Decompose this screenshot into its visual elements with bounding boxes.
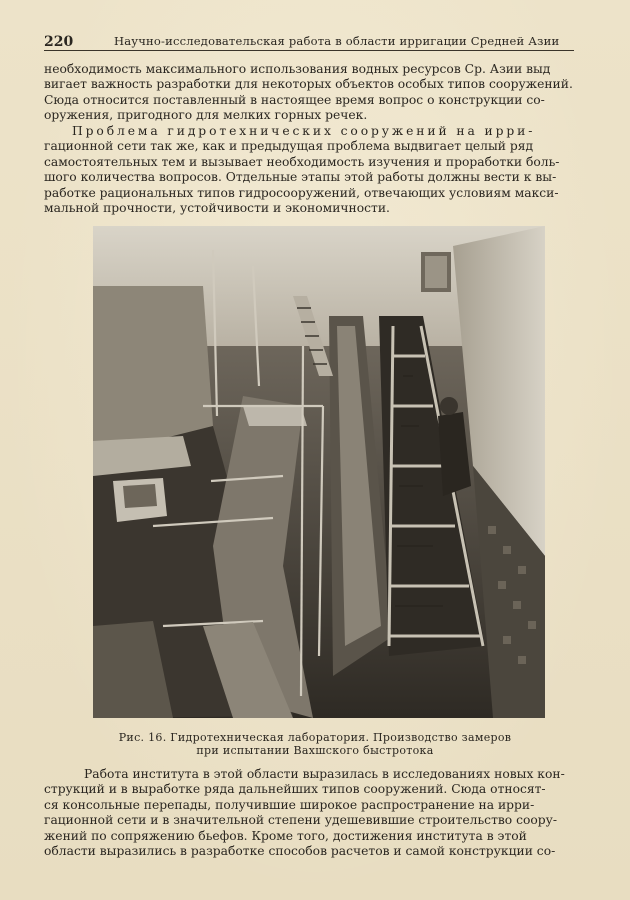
text-line: гационной сети и в значительной степени удешевившие строительство соору- xyxy=(44,813,558,828)
text-line: самостоятельных тем и вызывает необходимость изучения и проработки боль- xyxy=(44,154,560,169)
text-line: ся консольные перепады, получившие широкое распространение на ирри- xyxy=(44,797,535,812)
text-line: струкций и в выработке ряда дальнейших типов сооружений. Сюда относят- xyxy=(44,782,546,797)
text-line: области выразились в разработке способов расчетов и самой конструкции со- xyxy=(44,844,556,859)
figure-caption xyxy=(60,731,570,757)
caption-line: Рис. 16. Гидротехническая лаборатория. Производство замеров xyxy=(118,731,512,744)
text-line: гационной сети так же, как и предыдущая проблема выдвигает целый ряд xyxy=(44,139,534,154)
header-rule xyxy=(44,50,574,51)
text-line: жений по сопряжению бьефов. Кроме того, достижения института в этой xyxy=(44,828,527,843)
text-line: необходимость максимального использования водных ресурсов Ср. Азии выд xyxy=(44,62,551,76)
caption-line: при испытании Вахшского быстротока xyxy=(196,744,434,757)
page-number: 220 xyxy=(44,34,74,50)
paragraph-top xyxy=(44,62,582,124)
text-line: работке рациональных типов гидросооружений, отвечающих условиям макси- xyxy=(44,185,559,200)
paragraph-bottom xyxy=(44,767,582,859)
text-line: Работа института в этой области выразилась в исследованиях новых кон- xyxy=(84,767,565,781)
text-line-spaced: Проблема гидротехнических сооружений на ирри- xyxy=(72,124,536,138)
text-line: мальной прочности, устойчивости и экономичности. xyxy=(44,201,390,216)
text-line: вигает важность разработки для некоторых объектов особых типов сооружений. xyxy=(44,77,573,92)
paragraph-second xyxy=(44,124,582,216)
running-head: Научно-исследовательская работа в области ирригации Средней Азии xyxy=(114,34,560,48)
text-line: шого количества вопросов. Отдельные этапы этой работы должны вести к вы- xyxy=(44,170,557,185)
laboratory-photograph xyxy=(93,226,545,718)
text-line: оружения, пригодного для мелких горных речек. xyxy=(44,108,368,123)
text-line: Сюда относится поставленный в настоящее время вопрос о конструкции со- xyxy=(44,92,545,107)
page-header xyxy=(44,33,572,49)
